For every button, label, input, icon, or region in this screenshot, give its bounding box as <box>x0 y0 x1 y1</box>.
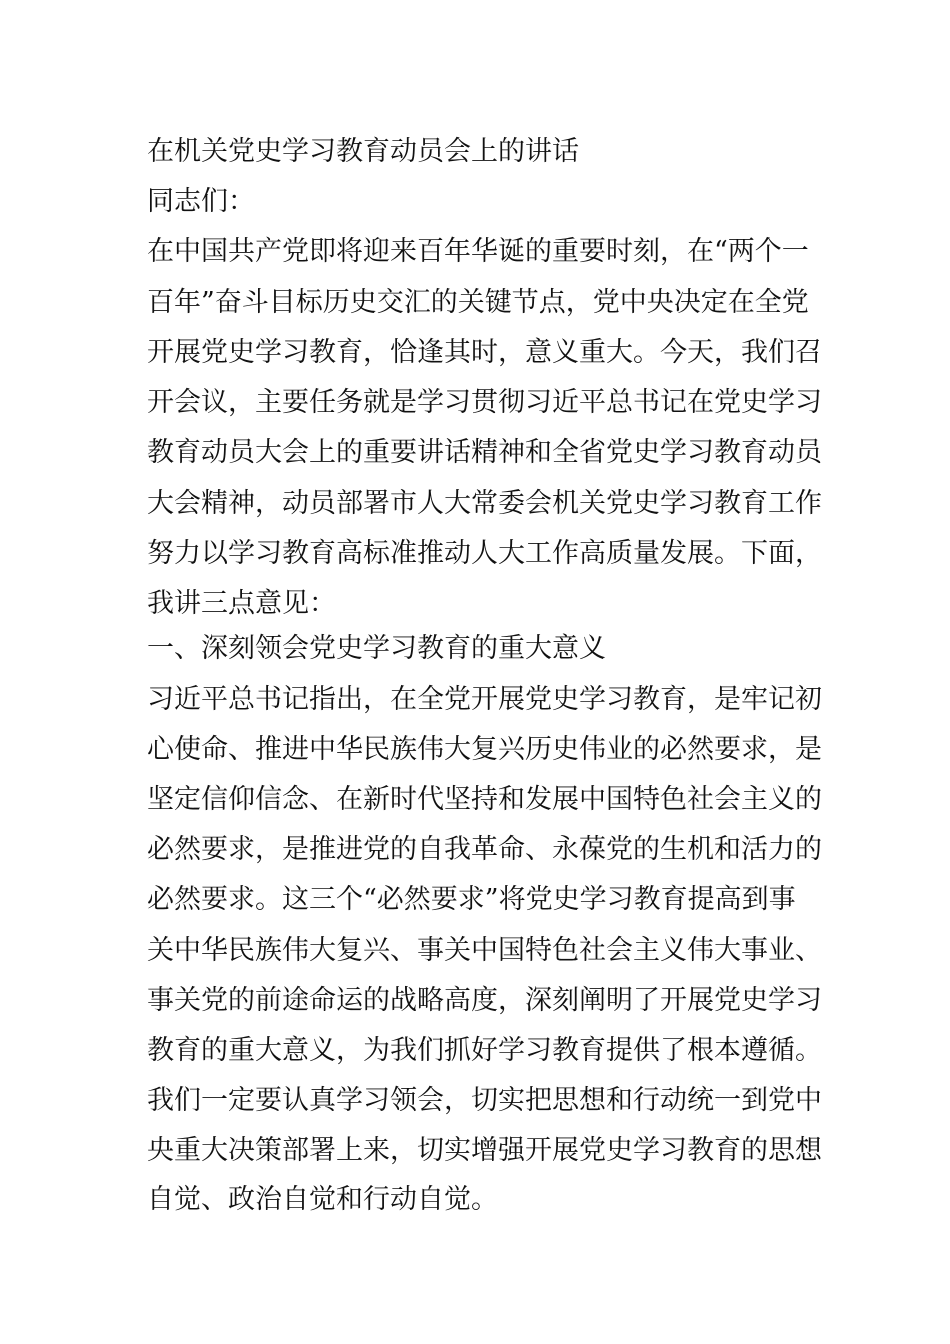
intro-line: 大会精神，动员部署市人大常委会机关党史学习教育工作 <box>147 488 822 519</box>
section-line: 教育的重大意义，为我们抓好学习教育提供了根本遵循。 <box>147 1035 822 1066</box>
salutation: 同志们： <box>147 186 255 217</box>
section-line: 事关党的前途命运的战略高度，深刻阐明了开展党史学习 <box>147 985 822 1016</box>
intro-line: 教育动员大会上的重要讲话精神和全省党史学习教育动员 <box>147 437 822 468</box>
intro-line: 开展党史学习教育，恰逢其时，意义重大。今天，我们召 <box>147 337 822 368</box>
section-line: 习近平总书记指出，在全党开展党史学习教育，是牢记初 <box>147 684 822 715</box>
section-heading: 一、深刻领会党史学习教育的重大意义 <box>147 633 606 664</box>
intro-line: 开会议，主要任务就是学习贯彻习近平总书记在党史学习 <box>147 387 822 418</box>
section-line: 必然要求。这三个“必然要求”将党史学习教育提高到事 <box>147 884 796 915</box>
section-line: 央重大决策部署上来，切实增强开展党史学习教育的思想 <box>147 1135 822 1166</box>
section-line: 必然要求，是推进党的自我革命、永葆党的生机和活力的 <box>147 834 822 865</box>
section-line: 我们一定要认真学习领会，切实把思想和行动统一到党中 <box>147 1085 822 1116</box>
intro-line: 百年”奋斗目标历史交汇的关键节点，党中央决定在全党 <box>147 287 809 318</box>
section-line: 关中华民族伟大复兴、事关中国特色社会主义伟大事业、 <box>147 935 822 966</box>
document-title: 在机关党史学习教育动员会上的讲话 <box>147 136 579 167</box>
intro-line: 我讲三点意见： <box>147 588 336 619</box>
intro-line: 努力以学习教育高标准推动人大工作高质量发展。下面， <box>147 538 822 569</box>
section-line: 心使命、推进中华民族伟大复兴历史伟业的必然要求，是 <box>147 734 822 765</box>
intro-line: 在中国共产党即将迎来百年华诞的重要时刻，在“两个一 <box>147 236 809 267</box>
section-line: 坚定信仰信念、在新时代坚持和发展中国特色社会主义的 <box>147 784 822 815</box>
section-line: 自觉、政治自觉和行动自觉。 <box>147 1184 498 1215</box>
